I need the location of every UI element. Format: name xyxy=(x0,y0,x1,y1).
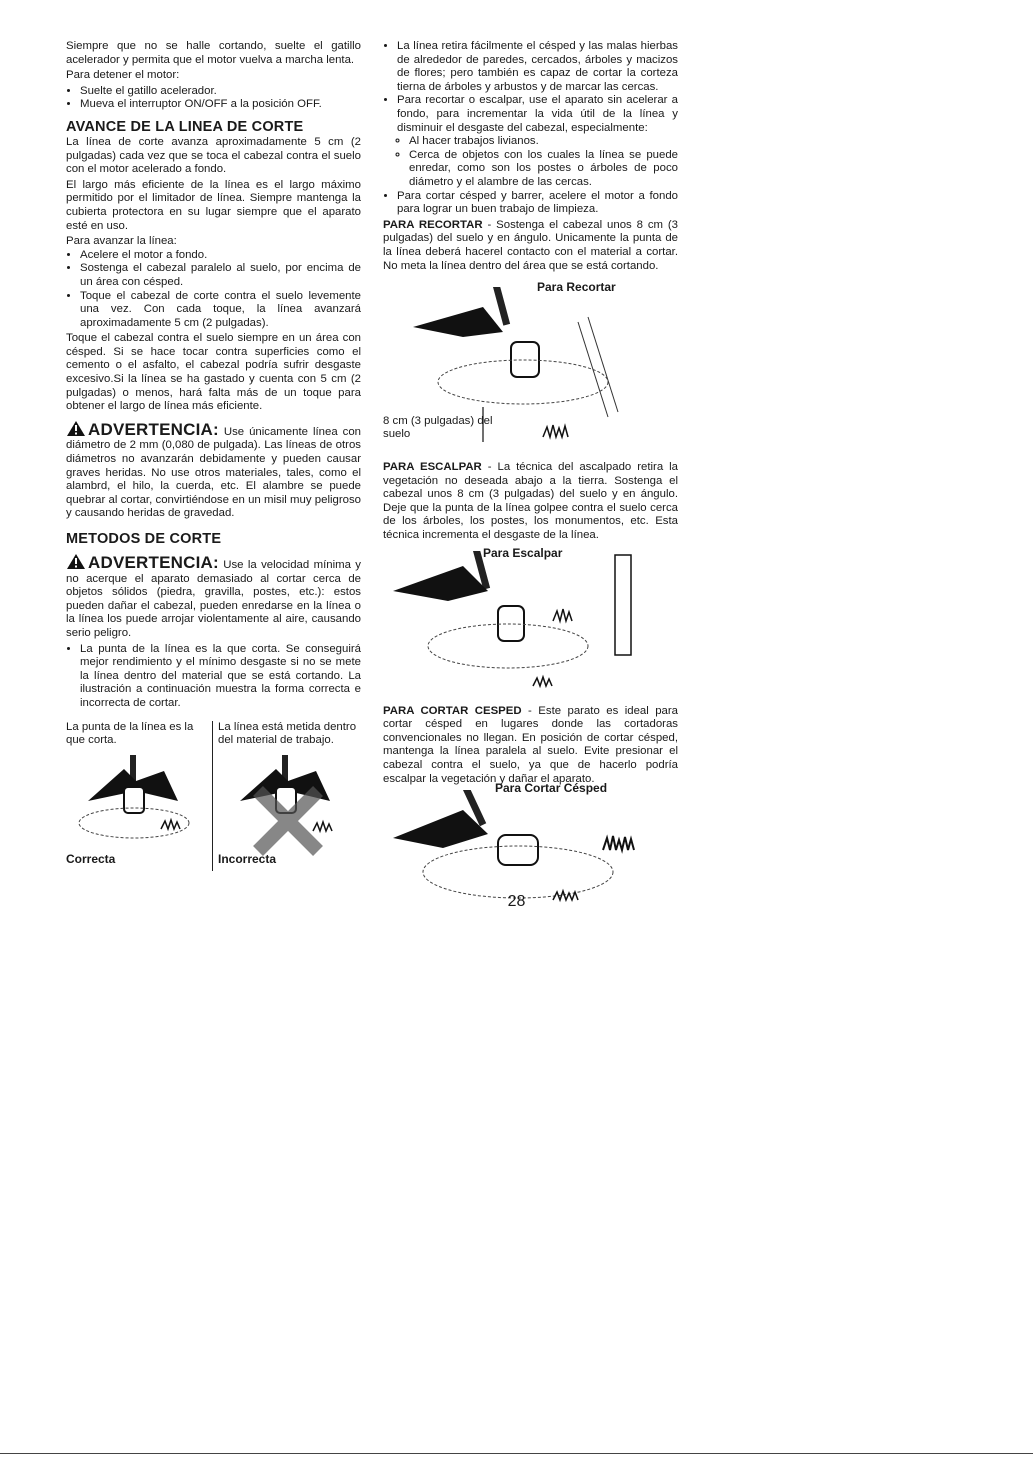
bottom-rule xyxy=(0,1453,1033,1454)
subheading-cesped: PARA CORTAR CESPED xyxy=(383,704,522,717)
advance-list xyxy=(66,249,361,331)
escalpar-text: - La técnica del ascalpado retira la vegetación no deseada abajo a la tierra. Sostenga el cabezal unos 8 cm (3 pulgadas) del suelo y en ángulo. Deje que la punta de la línea golpee contra el suelo cerca de los árboles, los postes, los monumentos, etc. Esta técnica incrementa el desgaste de la línea. xyxy=(383,461,679,542)
label-incorrect: Incorrecta xyxy=(218,851,277,866)
paragraph: La línea de corte avanza aproximadamente 5 cm (2 pulgadas) cada vez que se toca el cabezal contra el suelo con el motor acelerado a fondo. xyxy=(66,135,361,176)
trimmer-incorrect-illustration xyxy=(218,751,363,856)
list-item: • Suelte el gatillo acelerador. xyxy=(80,85,361,99)
trimmer-escalpar-illustration xyxy=(393,551,683,697)
subheading-recortar: PARA RECORTAR xyxy=(383,218,483,231)
figure-escalpar xyxy=(383,547,678,697)
warning-text: mínima y no acerque el aparato demasiado al cortar cerca de objetos sólidos (piedra, gravilla, postes, etc.): estos pueden dañar el cabezal, pueden enredarse en la línea o la línea los puede arrojar violentamente al aire, causando serio peligro. xyxy=(66,559,361,639)
warning-heading: ADVERTENCIA: xyxy=(88,419,219,439)
cesped-text: - Este parato es ideal para cortar césped en lugares donde las cortadoras convencionales no llegan. En posición de cortar césped, mantenga la línea paralela al suelo. Evite presionar el cabezal contra el suelo, ya que de hacerlo podría escalpar la vegetación y dañar el aparato. xyxy=(383,704,679,785)
list-item: • La punta de la línea es la que corta. Se conseguirá mejor rendimiento y el mínimo desgaste si no se mete la línea dentro del material que se está cortando. La ilustración a continuación muestra la forma correcta e incorrecta de cortar. xyxy=(80,643,361,711)
figure-title-escalpar: Para Escalpar xyxy=(483,545,563,560)
warning-block-line xyxy=(66,420,361,521)
figure-caption-correct: La punta de la línea es la que corta. xyxy=(66,720,194,746)
paragraph: Siempre que no se halle cortando, suelte el gatillo acelerador y permita que el motor vuelva a marcha lenta. xyxy=(66,40,361,66)
list-item xyxy=(397,94,678,189)
sub-list-item: ◦ Cerca de objetos con los cuales la línea se puede enredar, como son los postes o árboles de poco diámetro y el alambre de las cercas. xyxy=(409,149,678,190)
paragraph-cesped xyxy=(383,705,678,787)
figure-title-cesped: Para Cortar Césped xyxy=(495,781,608,796)
paragraph: Para avanzar la línea: xyxy=(66,235,177,248)
warning-heading: ADVERTENCIA: xyxy=(88,553,219,572)
warning-triangle-icon xyxy=(66,553,86,570)
label-correct: Correcta xyxy=(66,851,116,866)
section-heading-avance: AVANCE DE LA LINEA DE CORTE xyxy=(66,118,304,135)
correct-incorrect-figure xyxy=(66,721,361,871)
warning-triangle-icon xyxy=(66,420,86,437)
sub-list-item: ◦ Al hacer trabajos livianos. xyxy=(409,135,678,149)
list-item: • Mueva el interruptor ON/OFF a la posición OFF. xyxy=(80,98,361,112)
paragraph-escalpar xyxy=(383,461,678,543)
usage-list xyxy=(383,40,678,217)
warning-text: línea con diámetro de 2 mm (0,080 de pulgada). Las líneas de otros diámetros no avanzarán debidamente y pueden causar graves heridas. No use otros materiales, tales, como el alambrd, el hilo, la cuerda, etc. El alambre se puede quebrar al cortar, convirtiéndose en un misil muy peligroso y causando heridas de gravedad. xyxy=(66,425,361,520)
list-item: • Acelere el motor a fondo. xyxy=(80,249,361,263)
list-item: • La línea retira fácilmente el césped y las malas hierbas de alrededor de paredes, cercados, árboles y macizos de flores; pero también es capaz de cortar la corteza tierna de árboles y arbustos y de marcar las cercas. xyxy=(397,40,678,94)
paragraph: El largo más eficiente de la línea es el largo máximo permitido por el limitador de línea. Siempre mantenga la cubierta protectora en su lugar siempre que el aparato esté en uso. xyxy=(66,178,361,232)
list-item: • Toque el cabezal de corte contra el suelo levemente una vez. Con cada toque, la línea avanzará aproximadamente 5 cm (2 pulgadas). xyxy=(80,290,361,331)
paragraph: Para detener el motor: xyxy=(66,69,180,82)
figure-caption-incorrect: La línea está metida dentro del material de trabajo. xyxy=(218,720,357,746)
stop-list xyxy=(66,85,361,112)
figure-divider xyxy=(212,721,213,871)
warning-block-speed xyxy=(66,553,361,641)
section-heading-metodos: METODOS DE CORTE xyxy=(66,531,222,547)
warning-lead: Use únicamente xyxy=(223,425,308,438)
sub-list xyxy=(397,135,678,189)
trimmer-correct-illustration xyxy=(66,751,211,856)
method-list xyxy=(66,643,361,711)
paragraph-recortar xyxy=(383,219,678,273)
page-number: 28 xyxy=(507,893,526,910)
list-item-text: Para recortar o escalpar, use el aparato sin acelerar a fondo, para incrementar la vida útil de la línea y disminuir el desgaste del cabezal, especialmente: xyxy=(397,94,678,134)
subheading-escalpar: PARA ESCALPAR xyxy=(383,461,482,474)
right-column xyxy=(383,40,678,914)
figure-recortar xyxy=(383,277,678,457)
figure-title-recortar: Para Recortar xyxy=(537,280,616,295)
left-column xyxy=(66,40,361,871)
list-item: • Sostenga el cabezal paralelo al suelo, por encima de un área con césped. xyxy=(80,262,361,289)
list-item: • Para cortar césped y barrer, acelere el motor a fondo para lograr un buen trabajo de limpieza. xyxy=(397,190,678,217)
warning-lead: Use la velocidad xyxy=(223,559,310,571)
recortar-text: - Sostenga el cabezal unos 8 cm (3 pulgadas) del suelo y en ángulo. Unicamente la punta de la línea deberá hacerel contacto con el material a cortar. No meta la línea dentro del área que se está cortando. xyxy=(383,218,679,272)
paragraph: Toque el cabezal contra el suelo siempre en un área con césped. Si se hace tocar contra superficies como el cemento o el asfalto, el cabezal podría sufrir desgaste excesivo.Si la línea se ha gastado y cuenta con 5 cm (2 pulgadas) o menos, hará falta más de un toque para obtener el largo de línea más eficiente. xyxy=(66,332,361,413)
figure-note-height: 8 cm (3 pulgadas) del suelo xyxy=(383,415,493,441)
